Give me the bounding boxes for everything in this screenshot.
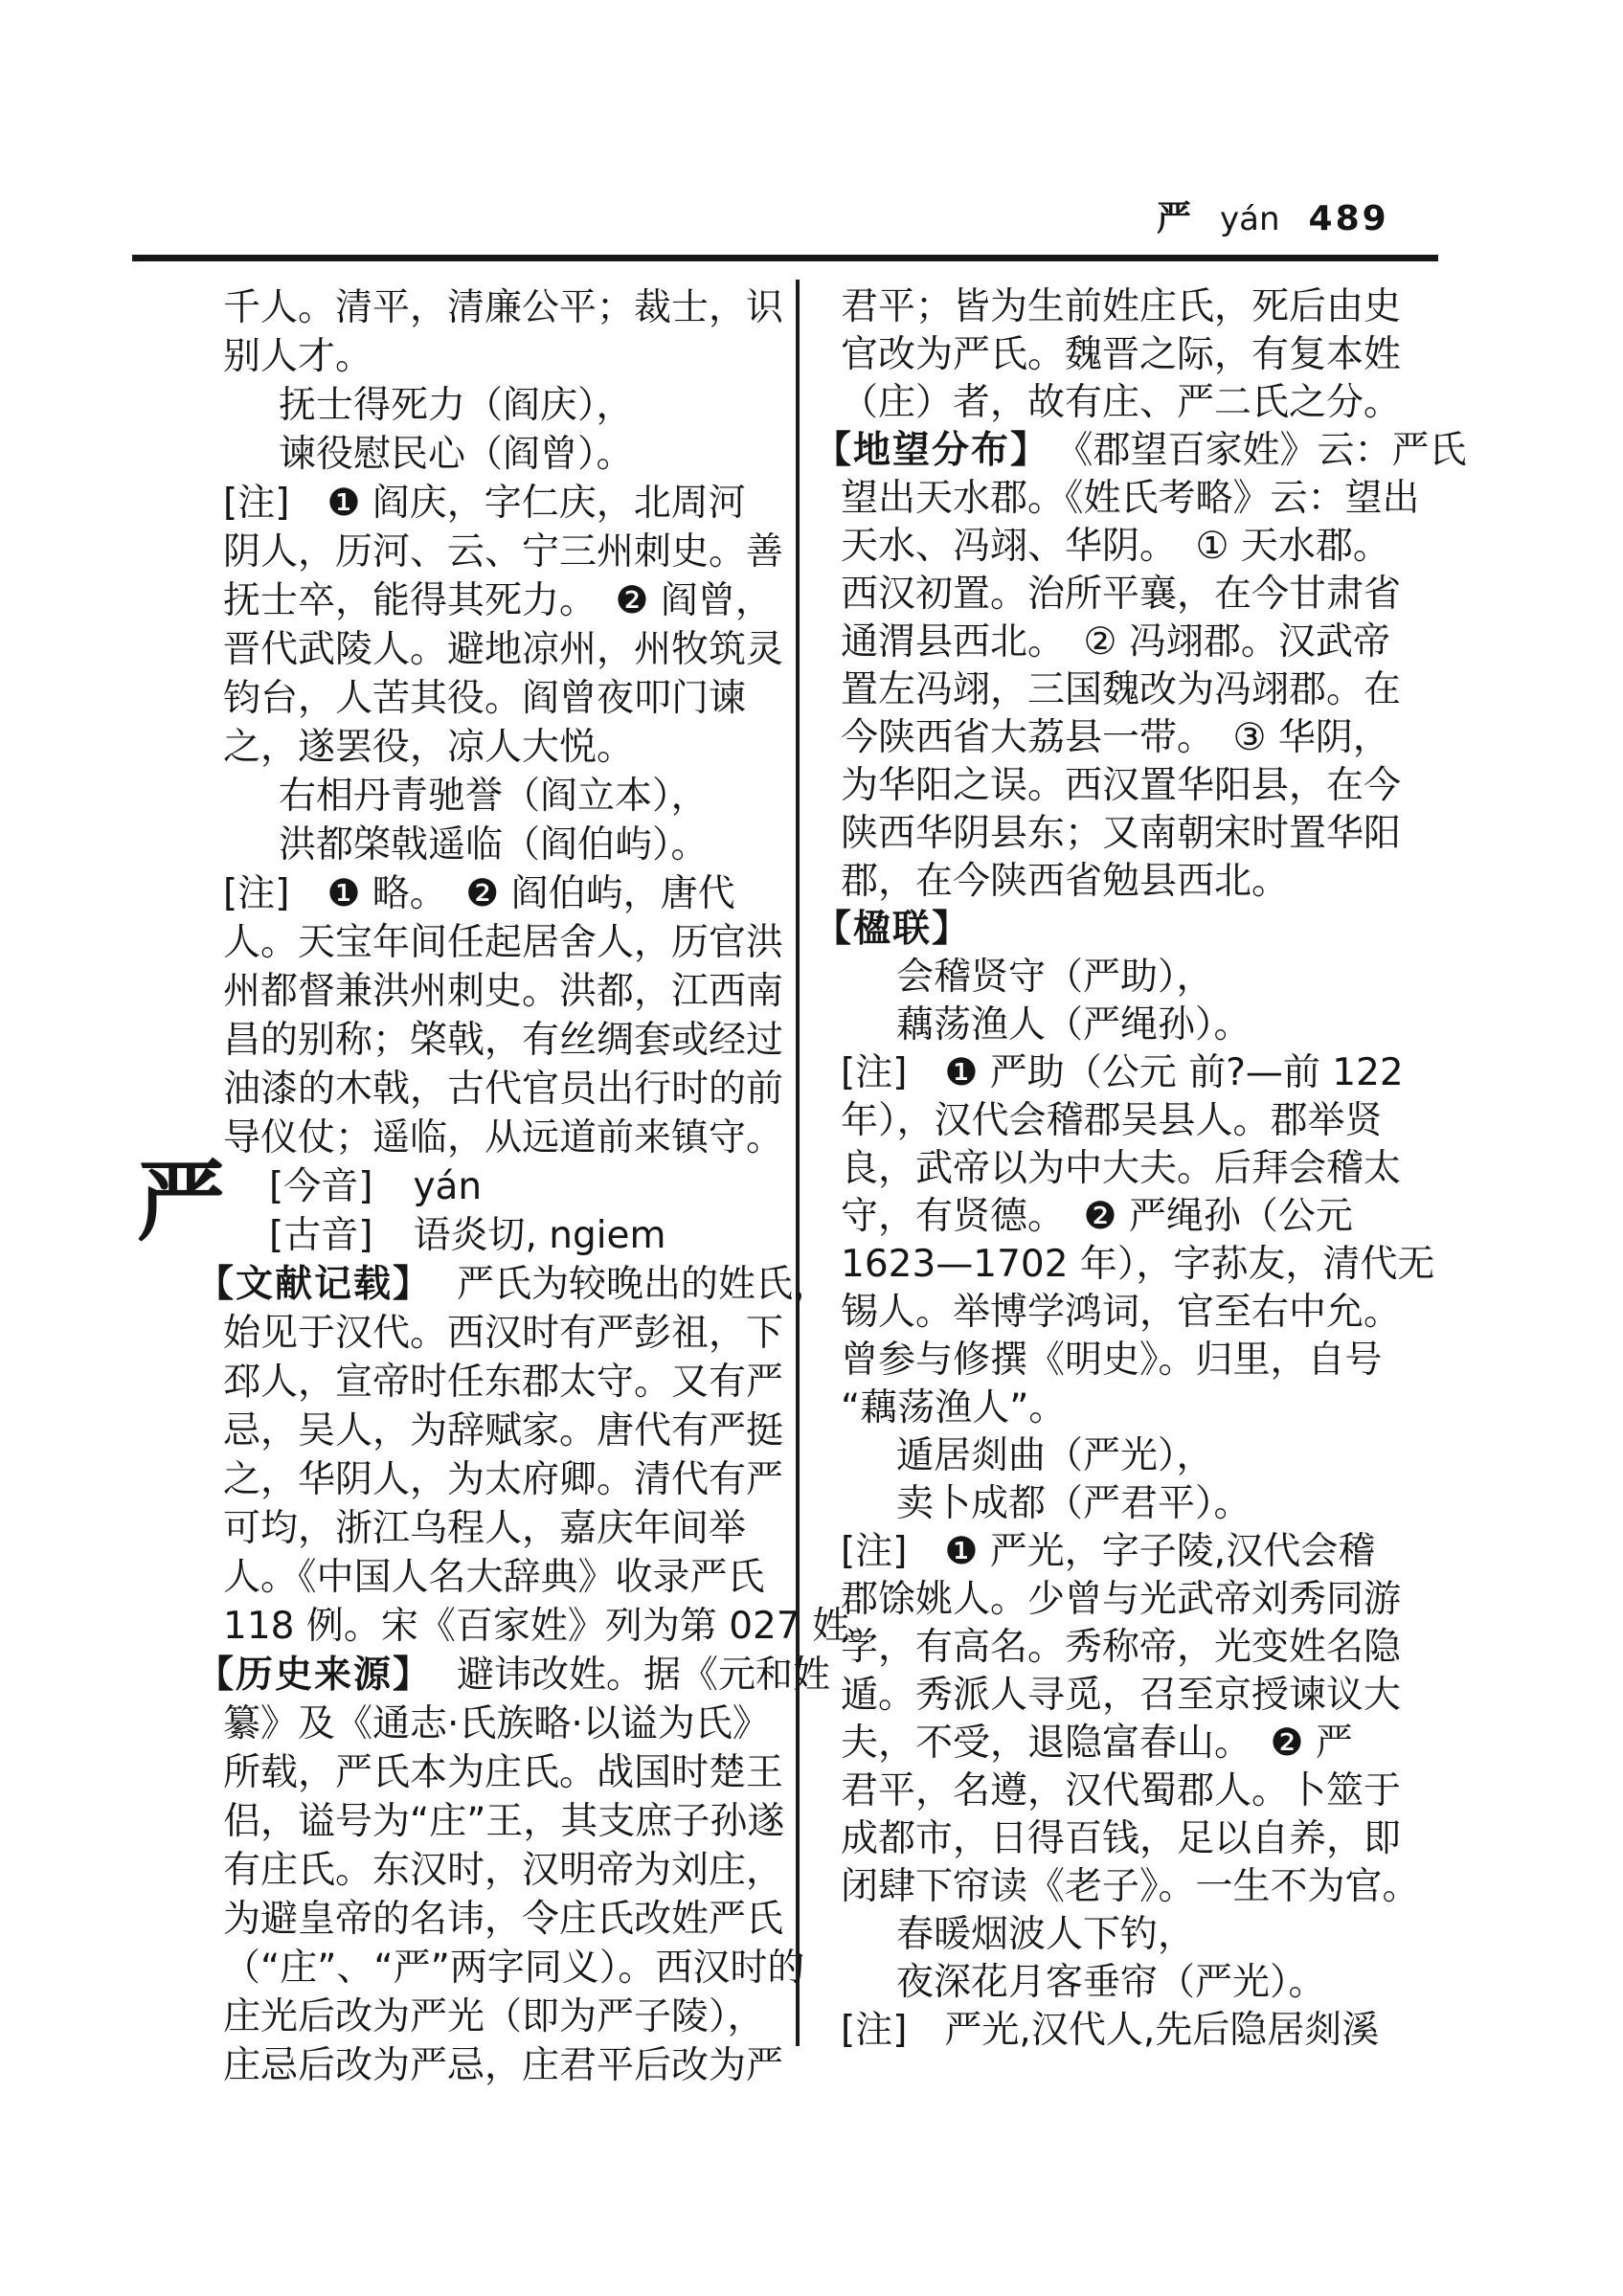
section-text: 《郡望百家姓》云：严氏 bbox=[1074, 429, 1467, 472]
text-line: 118 例。宋《百家姓》列为第 027 姓。 bbox=[223, 1605, 888, 1648]
text-line: 良，武帝以为中大夫。后拜会稽太 bbox=[841, 1147, 1402, 1190]
section-text: 严氏为较晚出的姓氏， bbox=[457, 1263, 831, 1306]
text-line: 之，遂罢役，凉人大悦。 bbox=[223, 726, 635, 769]
text-line: 为避皇帝的名讳，令庄氏改姓严氏 bbox=[223, 1898, 784, 1941]
text-line: 陕西华阴县东；又南朝宋时置华阳 bbox=[841, 812, 1402, 855]
couplet-line: 谏役慰民心（阎曾）。 bbox=[279, 433, 634, 476]
text-line: 千人。清平，清廉公平；裁士，识 bbox=[223, 286, 784, 329]
section-line bbox=[814, 427, 1484, 475]
headword-pronunciations bbox=[196, 1162, 798, 1260]
text-line: 别人才。 bbox=[223, 335, 373, 378]
running-header bbox=[1157, 191, 1389, 240]
text-line: 西汉初置。治所平襄，在今甘肃省 bbox=[841, 573, 1402, 616]
text-line: 始见于汉代。西汉时有严彭祖，下 bbox=[223, 1312, 784, 1355]
text-line: 君平；皆为生前姓庄氏，死后由史 bbox=[841, 285, 1402, 328]
text-line: 通渭县西北。 ② 冯翊郡。汉武帝 bbox=[841, 620, 1390, 664]
text-line: 置左冯翊，三国魏改为冯翊郡。在 bbox=[841, 668, 1402, 711]
text-line: 油漆的木戟，古代官员出行时的前 bbox=[223, 1068, 784, 1111]
couplet-line: 右相丹青驰誉（阎立本）， bbox=[279, 775, 709, 818]
text-line: 庄忌后改为严忌，庄君平后改为严 bbox=[223, 2044, 784, 2087]
section-line bbox=[814, 906, 1484, 954]
text-line: 守，有贤德。 ❷ 严绳孙（公元 bbox=[841, 1195, 1353, 1238]
text-line: 庄光后改为严光（即为严子陵）， bbox=[223, 1995, 765, 2038]
text-line: 1623—1702 年），字荪友，清代无 bbox=[841, 1243, 1435, 1286]
text-line: 望出天水郡。《姓氏考略》云：望出 bbox=[841, 477, 1420, 520]
text-line: 州都督兼洪州刺史。洪都，江西南 bbox=[223, 970, 784, 1013]
text-line: 钧台，人苦其役。阎曾夜叩门谏 bbox=[223, 677, 747, 720]
text-line: 之，华阴人，为太府卿。清代有严 bbox=[223, 1458, 784, 1501]
text-line: 可均，浙江乌程人，嘉庆年间举 bbox=[223, 1507, 747, 1550]
note-line: [注] ❶ 严助（公元 前?—前 122 bbox=[841, 1051, 1404, 1094]
modern-pron-label: [今音] bbox=[269, 1165, 373, 1208]
text-line: 今陕西省大荔县一带。 ③ 华阴， bbox=[841, 716, 1390, 759]
ancient-pronunciation-line bbox=[269, 1211, 798, 1260]
ancient-pron-label: [古音] bbox=[269, 1214, 373, 1257]
text-line: 曾参与修撰《明史》。归里，自号 bbox=[841, 1339, 1383, 1382]
couplet-line: 洪都棨戟遥临（阎伯屿）。 bbox=[279, 823, 709, 867]
text-line: 邳人，宣帝时任东郡太守。又有严 bbox=[223, 1361, 784, 1404]
text-line: 所载，严氏本为庄氏。战国时楚王 bbox=[223, 1751, 784, 1794]
section-text: 避讳改姓。据《元和姓 bbox=[457, 1654, 831, 1697]
text-line: 官改为严氏。魏晋之际，有复本姓 bbox=[841, 333, 1402, 376]
section-header: 【文献记载】 bbox=[196, 1263, 433, 1306]
text-line: 昌的别称；棨戟，有丝绸套或经过 bbox=[223, 1019, 784, 1062]
text-line: 阴人，历河、云、宁三州刺史。善 bbox=[223, 530, 784, 574]
couplet-line: 卖卜成都（严君平）。 bbox=[896, 1482, 1251, 1525]
text-line: 晋代武陵人。避地凉州，州牧筑灵 bbox=[223, 628, 784, 671]
page-number: 489 bbox=[1308, 199, 1389, 238]
text-line: 有庄氏。东汉时，汉明帝为刘庄， bbox=[223, 1849, 784, 1892]
text-line: 成都市，日得百钱，足以自养，即 bbox=[841, 1817, 1402, 1860]
text-line: 年），汉代会稽郡吴县人。郡举贤 bbox=[841, 1099, 1383, 1142]
text-line: 学，有高名。秀称帝，光变姓名隐 bbox=[841, 1626, 1402, 1669]
note-line: [注] ❶ 严光，字子陵,汉代会稽 bbox=[841, 1530, 1376, 1573]
modern-pronunciation-line bbox=[269, 1162, 798, 1211]
note-line: [注] ❶ 阎庆，字仁庆，北周河 bbox=[223, 482, 746, 525]
text-line: 锡人。举博学鸿词，官至右中允。 bbox=[841, 1291, 1402, 1334]
text-line: 闭肆下帘读《老子》。一生不为官。 bbox=[841, 1865, 1420, 1908]
text-line: 君平，名遵，汉代蜀郡人。卜筮于 bbox=[841, 1769, 1402, 1812]
text-line: 人。天宝年间任起居舍人，历官洪 bbox=[223, 921, 784, 964]
text-line: （庄）者，故有庄、严二氏之分。 bbox=[841, 381, 1402, 424]
text-line: 抚士卒，能得其死力。 ❷ 阎曾， bbox=[223, 579, 773, 622]
text-line: （“庄”、“严”两字同义）。西汉时的 bbox=[223, 1947, 805, 1990]
right-column bbox=[814, 283, 1484, 2055]
text-line: 郡馀姚人。少曾与光武帝刘秀同游 bbox=[841, 1578, 1402, 1621]
couplet-line: 遁居剡曲（严光）， bbox=[896, 1434, 1214, 1477]
note-line: [注] 严光,汉代人,先后隐居剡溪 bbox=[841, 2009, 1380, 2052]
couplet-line: 春暖烟波人下钓， bbox=[896, 1913, 1196, 1956]
headword-entry bbox=[137, 1151, 798, 1260]
left-column bbox=[137, 283, 888, 2090]
section-header: 【地望分布】 bbox=[814, 429, 1050, 472]
text-line: 郡，在今陕西省勉县西北。 bbox=[841, 860, 1290, 903]
text-line: 夫，不受，退隐富春山。 ❷ 严 bbox=[841, 1722, 1353, 1765]
text-line: 侣，谥号为“庄”王，其支庶子孙遂 bbox=[223, 1800, 785, 1843]
note-line: [注] ❶ 略。 ❷ 阎伯屿，唐代 bbox=[223, 872, 735, 915]
section-header: 【楹联】 bbox=[814, 908, 972, 951]
header-rule bbox=[132, 255, 1438, 261]
header-hanzi: 严 bbox=[1157, 199, 1192, 238]
section-header: 【历史来源】 bbox=[196, 1654, 433, 1697]
text-line: 纂》及《通志·氏族略·以谥为氏》 bbox=[223, 1702, 770, 1745]
couplet-line: 夜深花月客垂帘（严光）。 bbox=[896, 1961, 1326, 2004]
text-line: 天水、冯翊、华阴。 ① 天水郡。 bbox=[841, 525, 1390, 568]
ancient-pron-value: 语炎切, ngiem bbox=[413, 1214, 666, 1257]
text-line: 人。《中国人名大辞典》收录严氏 bbox=[223, 1556, 765, 1599]
header-pinyin: yán bbox=[1220, 200, 1280, 238]
text-line: “藕荡渔人”。 bbox=[841, 1386, 1067, 1429]
headword-character: 严 bbox=[137, 1151, 226, 1253]
text-line: 导仪仗；遥临，从远道前来镇守。 bbox=[223, 1116, 784, 1159]
section-line bbox=[196, 1651, 831, 1699]
couplet-line: 抚士得死力（阎庆）， bbox=[279, 384, 634, 427]
couplet-line: 会稽贤守（严助）， bbox=[896, 956, 1214, 999]
modern-pron-value: yán bbox=[413, 1165, 483, 1208]
section-line bbox=[196, 1260, 831, 1309]
couplet-line: 藕荡渔人（严绳孙）。 bbox=[896, 1003, 1251, 1047]
text-line: 遁。秀派人寻觅，召至京授谏议大 bbox=[841, 1674, 1402, 1717]
text-line: 忌，吴人，为辞赋家。唐代有严挺 bbox=[223, 1409, 784, 1452]
text-line: 为华阳之误。西汉置华阳县，在今 bbox=[841, 764, 1402, 807]
